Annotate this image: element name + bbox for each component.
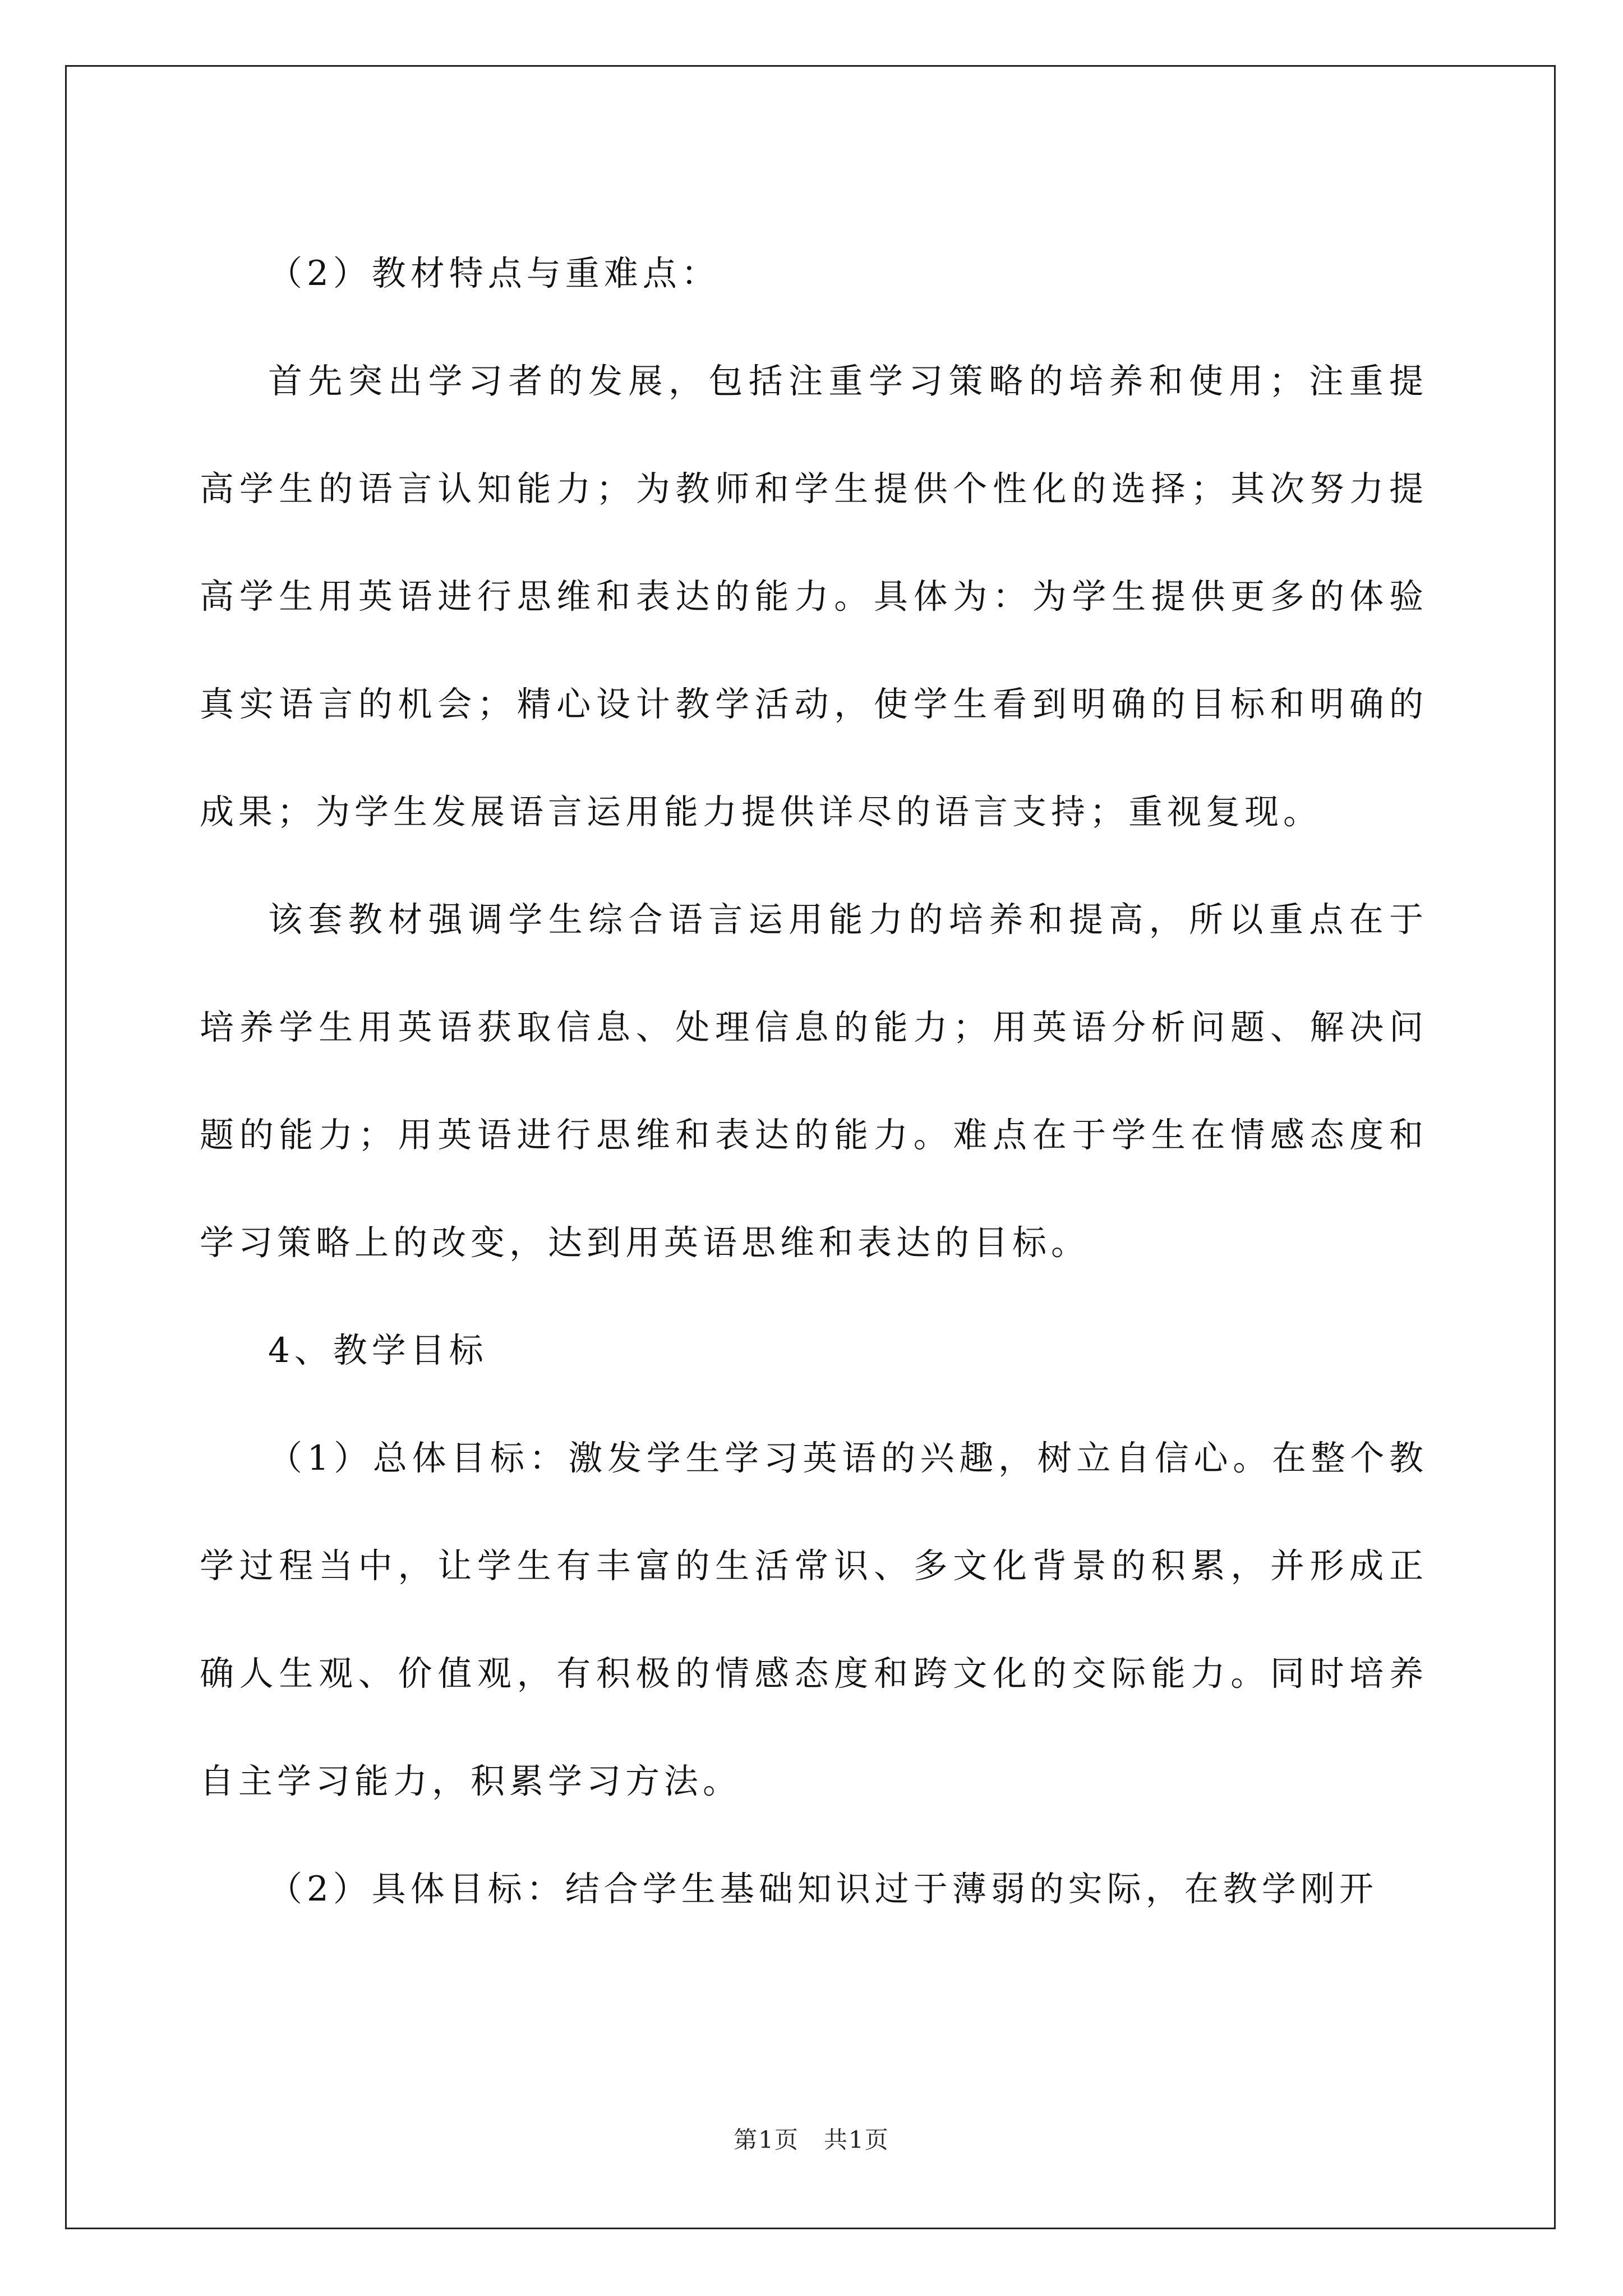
section-subheading-features: （2）教材特点与重难点： [268, 254, 720, 293]
body-paragraph: 该套教材强调学生综合语言运用能力的培养和提高，所以重点在于培养学生用英语获取信息、处理信息的能力；用英语分析问题、解决问题的能力；用英语进行思维和表达的能力。难点在于学生在情感态度和学习策略上的改变，达到用英语思维和表达的目标。 [200, 900, 1428, 1263]
page-footer [0, 2122, 1623, 2155]
section-heading-objectives: 4、教学目标 [268, 1331, 488, 1370]
body-paragraph: 首先突出学习者的发展，包括注重学习策略的培养和使用；注重提高学生的语言认知能力；为教师和学生提供个性化的选择；其次努力提高学生用英语进行思维和表达的能力。具体为：为学生提供更多的体验真实语言的机会；精心设计教学活动，使学生看到明确的目标和明确的成果；为学生发展语言运用能力提供详尽的语言支持；重视复现。 [200, 361, 1428, 832]
body-paragraph: （2）具体目标：结合学生基础知识过于薄弱的实际，在教学刚开 [268, 1869, 1378, 1909]
body-paragraph: （1）总体目标：激发学生学习英语的兴趣，树立自信心。在整个教学过程当中，让学生有丰富的生活常识、多文化背景的积累，并形成正确人生观、价值观，有积极的情感态度和跨文化的交际能力。同时培养自主学习能力，积累学习方法。 [200, 1438, 1428, 1801]
page-number: 第1页 [734, 2126, 799, 2154]
document-body [200, 220, 1428, 1943]
page-total: 共1页 [824, 2126, 889, 2154]
